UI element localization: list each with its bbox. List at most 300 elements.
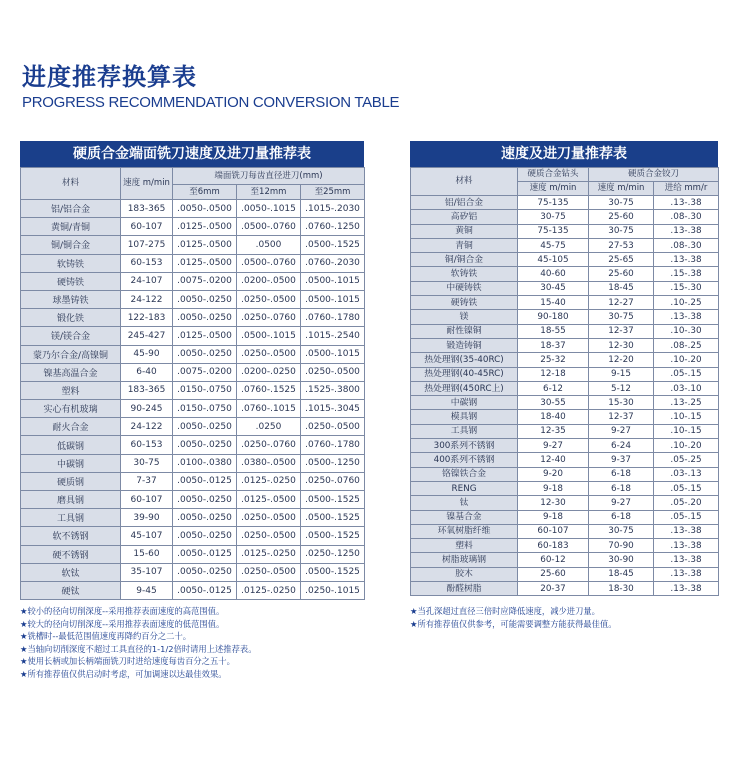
feed-6mm-cell: .0050-.0125 bbox=[173, 472, 237, 490]
material-cell: 低碳钢 bbox=[21, 436, 121, 454]
header-speed: 速度 m/min bbox=[121, 168, 173, 200]
table-row bbox=[21, 491, 365, 509]
feed-12mm-cell: .0250-.0500 bbox=[237, 290, 301, 308]
table-row bbox=[411, 353, 719, 367]
table-row bbox=[411, 524, 719, 538]
feed-25mm-cell: .0500-.1525 bbox=[301, 563, 365, 581]
material-cell: 镍基合金 bbox=[411, 510, 518, 524]
reamer-feed-cell: .08-.25 bbox=[654, 338, 719, 352]
header-feed: 端面铣刀每齿直径进刀(mm) bbox=[173, 168, 365, 185]
material-cell: 铬镍铁合金 bbox=[411, 467, 518, 481]
material-cell: 球墨铸铁 bbox=[21, 290, 121, 308]
table-row bbox=[411, 510, 719, 524]
drill-speed-cell: 20-37 bbox=[518, 582, 589, 596]
speed-cell: 183-365 bbox=[121, 381, 173, 399]
material-cell: 硬钛 bbox=[21, 581, 121, 599]
table-row bbox=[411, 310, 719, 324]
table-row bbox=[411, 324, 719, 338]
reamer-feed-cell: .13-.38 bbox=[654, 196, 719, 210]
feed-6mm-cell: .0125-.0500 bbox=[173, 218, 237, 236]
material-cell: 中碳钢 bbox=[411, 396, 518, 410]
reamer-speed-cell: 6-18 bbox=[589, 510, 654, 524]
drill-speed-cell: 40-60 bbox=[518, 267, 589, 281]
drill-speed-cell: 12-40 bbox=[518, 453, 589, 467]
drill-speed-cell: 12-35 bbox=[518, 424, 589, 438]
header-material: 材料 bbox=[21, 168, 121, 200]
table-row bbox=[21, 200, 365, 218]
material-cell: 镍基高温合金 bbox=[21, 363, 121, 381]
material-cell: 铜/铜合金 bbox=[21, 236, 121, 254]
speed-cell: 60-107 bbox=[121, 218, 173, 236]
material-cell: 硬不锈钢 bbox=[21, 545, 121, 563]
table-row bbox=[411, 496, 719, 510]
drill-speed-cell: 6-12 bbox=[518, 381, 589, 395]
table-row bbox=[21, 381, 365, 399]
material-cell: 软铸铁 bbox=[411, 267, 518, 281]
speed-cell: 245-427 bbox=[121, 327, 173, 345]
table-row bbox=[21, 545, 365, 563]
speed-cell: 60-153 bbox=[121, 254, 173, 272]
header-6mm: 至6mm bbox=[173, 185, 237, 200]
material-cell: 磨具钢 bbox=[21, 491, 121, 509]
reamer-feed-cell: .03-.10 bbox=[654, 381, 719, 395]
table-row bbox=[411, 481, 719, 495]
speed-cell: 6-40 bbox=[121, 363, 173, 381]
drill-speed-cell: 9-18 bbox=[518, 510, 589, 524]
feed-25mm-cell: .1015-.2030 bbox=[301, 200, 365, 218]
table-row bbox=[411, 439, 719, 453]
table-row bbox=[411, 281, 719, 295]
drill-speed-cell: 9-20 bbox=[518, 467, 589, 481]
face-mill-table-panel bbox=[20, 141, 364, 600]
feed-12mm-cell: .0250-.0500 bbox=[237, 563, 301, 581]
drill-reamer-table-panel bbox=[410, 141, 718, 596]
reamer-feed-cell: .10-.15 bbox=[654, 424, 719, 438]
drill-reamer-table-body bbox=[411, 196, 719, 596]
material-cell: 工具钢 bbox=[411, 424, 518, 438]
feed-6mm-cell: .0150-.0750 bbox=[173, 381, 237, 399]
table-row bbox=[411, 381, 719, 395]
page-title: 进度推荐换算表 bbox=[22, 63, 197, 91]
note-line: ★当轴向切削深度不超过工具直径的1-1/2倍时请用上述推荐表。 bbox=[20, 643, 257, 654]
reamer-speed-cell: 9-15 bbox=[589, 367, 654, 381]
reamer-feed-cell: .10-.15 bbox=[654, 410, 719, 424]
feed-12mm-cell: .0250-.0500 bbox=[237, 527, 301, 545]
material-cell: 锻化铁 bbox=[21, 309, 121, 327]
header-25mm: 至25mm bbox=[301, 185, 365, 200]
speed-cell: 7-37 bbox=[121, 472, 173, 490]
material-cell: 铝/铝合金 bbox=[411, 196, 518, 210]
reamer-feed-cell: .08-.30 bbox=[654, 210, 719, 224]
material-cell: 300系列不锈钢 bbox=[411, 439, 518, 453]
table-row bbox=[411, 582, 719, 596]
feed-6mm-cell: .0050-.0250 bbox=[173, 290, 237, 308]
feed-12mm-cell: .0500 bbox=[237, 236, 301, 254]
feed-6mm-cell: .0050-.0250 bbox=[173, 491, 237, 509]
reamer-speed-cell: 9-37 bbox=[589, 453, 654, 467]
note-line: ★较小的径向切削深度--采用推荐表面速度的高范围值。 bbox=[20, 606, 225, 616]
material-cell: 软铸铁 bbox=[21, 254, 121, 272]
feed-25mm-cell: .1015-.2540 bbox=[301, 327, 365, 345]
material-cell: 热处理钢(35-40RC) bbox=[411, 353, 518, 367]
material-cell: 耐性镍铜 bbox=[411, 324, 518, 338]
feed-6mm-cell: .0050-.0250 bbox=[173, 527, 237, 545]
material-cell: 中硬铸铁 bbox=[411, 281, 518, 295]
reamer-feed-cell: .05-.20 bbox=[654, 496, 719, 510]
note-line: ★较大的径向切削深度--采用推荐表面速度的低范围值。 bbox=[20, 618, 225, 629]
reamer-speed-cell: 25-65 bbox=[589, 253, 654, 267]
speed-cell: 183-365 bbox=[121, 200, 173, 218]
reamer-feed-cell: .13-.38 bbox=[654, 253, 719, 267]
feed-12mm-cell: .0250-.0760 bbox=[237, 309, 301, 327]
table-row bbox=[411, 539, 719, 553]
table-row bbox=[411, 224, 719, 238]
reamer-speed-cell: 9-27 bbox=[589, 424, 654, 438]
feed-6mm-cell: .0050-.0250 bbox=[173, 436, 237, 454]
feed-12mm-cell: .0125-.0500 bbox=[237, 491, 301, 509]
table-row bbox=[21, 218, 365, 236]
feed-12mm-cell: .0760-.1525 bbox=[237, 381, 301, 399]
table-row bbox=[21, 236, 365, 254]
feed-25mm-cell: .0760-.2030 bbox=[301, 254, 365, 272]
speed-cell: 90-245 bbox=[121, 400, 173, 418]
reamer-speed-cell: 25-60 bbox=[589, 210, 654, 224]
face-mill-table bbox=[20, 167, 365, 600]
material-cell: 400系列不锈钢 bbox=[411, 453, 518, 467]
feed-25mm-cell: .0500-.1525 bbox=[301, 491, 365, 509]
table-row bbox=[411, 267, 719, 281]
feed-12mm-cell: .0200-.0500 bbox=[237, 272, 301, 290]
drill-speed-cell: 45-105 bbox=[518, 253, 589, 267]
material-cell: RENG bbox=[411, 481, 518, 495]
material-cell: 黄铜 bbox=[411, 224, 518, 238]
drill-speed-cell: 60-12 bbox=[518, 553, 589, 567]
table-row bbox=[21, 400, 365, 418]
drill-speed-cell: 15-40 bbox=[518, 296, 589, 310]
table-row bbox=[411, 210, 719, 224]
reamer-feed-cell: .10-.25 bbox=[654, 296, 719, 310]
feed-6mm-cell: .0050-.0125 bbox=[173, 581, 237, 599]
header-drill: 硬质合金钻头 bbox=[518, 168, 589, 182]
note-line: ★所有推荐值仅供启动时考虑，可加调速以达最佳效果。 bbox=[20, 668, 227, 679]
feed-12mm-cell: .0200-.0250 bbox=[237, 363, 301, 381]
feed-6mm-cell: .0100-.0380 bbox=[173, 454, 237, 472]
feed-6mm-cell: .0125-.0500 bbox=[173, 254, 237, 272]
feed-25mm-cell: .0760-.1250 bbox=[301, 218, 365, 236]
reamer-feed-cell: .05-.25 bbox=[654, 453, 719, 467]
drill-speed-cell: 60-107 bbox=[518, 524, 589, 538]
reamer-feed-cell: .10-.30 bbox=[654, 324, 719, 338]
drill-speed-cell: 9-18 bbox=[518, 481, 589, 495]
material-cell: 镁 bbox=[411, 310, 518, 324]
feed-25mm-cell: .0500-.1015 bbox=[301, 272, 365, 290]
material-cell: 黄铜/青铜 bbox=[21, 218, 121, 236]
table-row bbox=[411, 338, 719, 352]
feed-25mm-cell: .1525-.3800 bbox=[301, 381, 365, 399]
table-row bbox=[411, 567, 719, 581]
feed-6mm-cell: .0125-.0500 bbox=[173, 327, 237, 345]
feed-25mm-cell: .0760-.1780 bbox=[301, 436, 365, 454]
reamer-feed-cell: .13-.38 bbox=[654, 539, 719, 553]
feed-25mm-cell: .0250-.1015 bbox=[301, 581, 365, 599]
reamer-speed-cell: 6-24 bbox=[589, 439, 654, 453]
reamer-speed-cell: 6-18 bbox=[589, 467, 654, 481]
reamer-feed-cell: .13-.38 bbox=[654, 310, 719, 324]
feed-6mm-cell: .0050-.0250 bbox=[173, 509, 237, 527]
material-cell: 硬铸铁 bbox=[411, 296, 518, 310]
header-material: 材料 bbox=[411, 168, 518, 196]
feed-6mm-cell: .0050-.0125 bbox=[173, 545, 237, 563]
table-row bbox=[411, 196, 719, 210]
speed-cell: 45-90 bbox=[121, 345, 173, 363]
material-cell: 青铜 bbox=[411, 238, 518, 252]
reamer-feed-cell: .03-.13 bbox=[654, 467, 719, 481]
speed-cell: 122-183 bbox=[121, 309, 173, 327]
feed-12mm-cell: .0250-.0760 bbox=[237, 436, 301, 454]
feed-25mm-cell: .0250-.0500 bbox=[301, 418, 365, 436]
feed-12mm-cell: .0250-.0500 bbox=[237, 345, 301, 363]
material-cell: 实心有机玻璃 bbox=[21, 400, 121, 418]
feed-6mm-cell: .0050-.0250 bbox=[173, 418, 237, 436]
table-row bbox=[21, 309, 365, 327]
reamer-speed-cell: 30-90 bbox=[589, 553, 654, 567]
feed-12mm-cell: .0500-.0760 bbox=[237, 218, 301, 236]
table-row bbox=[21, 454, 365, 472]
reamer-speed-cell: 12-37 bbox=[589, 410, 654, 424]
material-cell: 耐火合金 bbox=[21, 418, 121, 436]
material-cell: 胶木 bbox=[411, 567, 518, 581]
table-row bbox=[21, 254, 365, 272]
reamer-feed-cell: .15-.38 bbox=[654, 267, 719, 281]
table-row bbox=[21, 345, 365, 363]
header-drill-speed: 速度 m/min bbox=[518, 182, 589, 196]
feed-6mm-cell: .0050-.0250 bbox=[173, 345, 237, 363]
reamer-speed-cell: 25-60 bbox=[589, 267, 654, 281]
drill-speed-cell: 60-183 bbox=[518, 539, 589, 553]
material-cell: 中碳钢 bbox=[21, 454, 121, 472]
reamer-feed-cell: .13-.38 bbox=[654, 582, 719, 596]
feed-25mm-cell: .0500-.1015 bbox=[301, 345, 365, 363]
speed-cell: 30-75 bbox=[121, 454, 173, 472]
reamer-speed-cell: 6-18 bbox=[589, 481, 654, 495]
header-reamer: 硬质合金铰刀 bbox=[589, 168, 719, 182]
speed-cell: 60-153 bbox=[121, 436, 173, 454]
material-cell: 硬质钢 bbox=[21, 472, 121, 490]
material-cell: 铝/铝合金 bbox=[21, 200, 121, 218]
material-cell: 钛 bbox=[411, 496, 518, 510]
reamer-feed-cell: .15-.30 bbox=[654, 281, 719, 295]
reamer-speed-cell: 27-53 bbox=[589, 238, 654, 252]
drill-speed-cell: 9-27 bbox=[518, 439, 589, 453]
material-cell: 酚醛树脂 bbox=[411, 582, 518, 596]
table-row bbox=[21, 581, 365, 599]
feed-25mm-cell: .0250-.0760 bbox=[301, 472, 365, 490]
table-row bbox=[411, 253, 719, 267]
material-cell: 热处理钢(450RC上) bbox=[411, 381, 518, 395]
note-line: ★使用长柄或加长柄端面铣刀时进给速度每齿百分之五十。 bbox=[20, 656, 235, 667]
speed-cell: 45-107 bbox=[121, 527, 173, 545]
material-cell: 铜/铜合金 bbox=[411, 253, 518, 267]
material-cell: 高矽铝 bbox=[411, 210, 518, 224]
table-row bbox=[21, 509, 365, 527]
face-mill-table-title: 硬质合金端面铣刀速度及进刀量推荐表 bbox=[20, 141, 364, 167]
note-line: ★当孔深超过直径三倍时应降低速度，减少进刀量。 bbox=[410, 606, 600, 616]
material-cell: 树脂玻璃钢 bbox=[411, 553, 518, 567]
table-row bbox=[411, 396, 719, 410]
table-row bbox=[411, 296, 719, 310]
material-cell: 硬铸铁 bbox=[21, 272, 121, 290]
material-cell: 模具钢 bbox=[411, 410, 518, 424]
table-row bbox=[21, 436, 365, 454]
feed-25mm-cell: .0500-.1525 bbox=[301, 236, 365, 254]
feed-6mm-cell: .0075-.0200 bbox=[173, 363, 237, 381]
drill-speed-cell: 12-30 bbox=[518, 496, 589, 510]
speed-cell: 9-45 bbox=[121, 581, 173, 599]
feed-25mm-cell: .0250-.1250 bbox=[301, 545, 365, 563]
reamer-feed-cell: .10-.20 bbox=[654, 439, 719, 453]
drill-speed-cell: 12-18 bbox=[518, 367, 589, 381]
table-row bbox=[411, 238, 719, 252]
feed-25mm-cell: .0500-.1525 bbox=[301, 509, 365, 527]
feed-12mm-cell: .0380-.0500 bbox=[237, 454, 301, 472]
drill-speed-cell: 30-45 bbox=[518, 281, 589, 295]
drill-speed-cell: 25-60 bbox=[518, 567, 589, 581]
material-cell: 热处理钢(40-45RC) bbox=[411, 367, 518, 381]
reamer-speed-cell: 12-27 bbox=[589, 296, 654, 310]
drill-reamer-table bbox=[410, 167, 719, 596]
reamer-speed-cell: 12-37 bbox=[589, 324, 654, 338]
speed-cell: 39-90 bbox=[121, 509, 173, 527]
reamer-speed-cell: 30-75 bbox=[589, 196, 654, 210]
reamer-feed-cell: .13-.38 bbox=[654, 224, 719, 238]
drill-speed-cell: 18-37 bbox=[518, 338, 589, 352]
reamer-feed-cell: .05-.15 bbox=[654, 367, 719, 381]
reamer-speed-cell: 18-30 bbox=[589, 582, 654, 596]
feed-6mm-cell: .0050-.0250 bbox=[173, 309, 237, 327]
reamer-feed-cell: .08-.30 bbox=[654, 238, 719, 252]
reamer-speed-cell: 5-12 bbox=[589, 381, 654, 395]
table-row bbox=[21, 527, 365, 545]
feed-6mm-cell: .0075-.0200 bbox=[173, 272, 237, 290]
table-row bbox=[21, 472, 365, 490]
table-row bbox=[21, 272, 365, 290]
face-mill-notes bbox=[20, 605, 370, 681]
feed-25mm-cell: .0760-.1780 bbox=[301, 309, 365, 327]
speed-cell: 60-107 bbox=[121, 491, 173, 509]
reamer-speed-cell: 70-90 bbox=[589, 539, 654, 553]
drill-speed-cell: 75-135 bbox=[518, 224, 589, 238]
table-row bbox=[21, 327, 365, 345]
drill-reamer-notes bbox=[410, 605, 720, 630]
table-row bbox=[411, 410, 719, 424]
reamer-feed-cell: .13-.38 bbox=[654, 567, 719, 581]
drill-speed-cell: 75-135 bbox=[518, 196, 589, 210]
reamer-speed-cell: 12-20 bbox=[589, 353, 654, 367]
speed-cell: 15-60 bbox=[121, 545, 173, 563]
feed-12mm-cell: .0125-.0250 bbox=[237, 545, 301, 563]
speed-cell: 24-122 bbox=[121, 290, 173, 308]
page-subtitle: PROGRESS RECOMMENDATION CONVERSION TABLE bbox=[22, 94, 400, 111]
feed-12mm-cell: .0250 bbox=[237, 418, 301, 436]
drill-speed-cell: 25-32 bbox=[518, 353, 589, 367]
material-cell: 塑料 bbox=[411, 539, 518, 553]
table-row bbox=[21, 290, 365, 308]
feed-6mm-cell: .0050-.0500 bbox=[173, 200, 237, 218]
feed-12mm-cell: .0500-.0760 bbox=[237, 254, 301, 272]
speed-cell: 24-107 bbox=[121, 272, 173, 290]
feed-25mm-cell: .0500-.1525 bbox=[301, 527, 365, 545]
drill-speed-cell: 90-180 bbox=[518, 310, 589, 324]
reamer-speed-cell: 15-30 bbox=[589, 396, 654, 410]
table-row bbox=[21, 563, 365, 581]
feed-6mm-cell: .0125-.0500 bbox=[173, 236, 237, 254]
header-12mm: 至12mm bbox=[237, 185, 301, 200]
note-line: ★铣槽时--最低范围值速度再降约百分之二十。 bbox=[20, 631, 192, 642]
drill-reamer-table-title: 速度及进刀量推荐表 bbox=[410, 141, 718, 167]
material-cell: 镁/镁合金 bbox=[21, 327, 121, 345]
reamer-speed-cell: 18-45 bbox=[589, 567, 654, 581]
header-reamer-speed: 速度 m/min bbox=[589, 182, 654, 196]
drill-speed-cell: 30-75 bbox=[518, 210, 589, 224]
material-cell: 塑料 bbox=[21, 381, 121, 399]
feed-12mm-cell: .0050-.1015 bbox=[237, 200, 301, 218]
drill-speed-cell: 45-75 bbox=[518, 238, 589, 252]
reamer-speed-cell: 30-75 bbox=[589, 310, 654, 324]
feed-25mm-cell: .0250-.0500 bbox=[301, 363, 365, 381]
feed-12mm-cell: .0760-.1015 bbox=[237, 400, 301, 418]
reamer-speed-cell: 18-45 bbox=[589, 281, 654, 295]
drill-speed-cell: 18-55 bbox=[518, 324, 589, 338]
feed-25mm-cell: .0500-.1015 bbox=[301, 290, 365, 308]
feed-6mm-cell: .0150-.0750 bbox=[173, 400, 237, 418]
reamer-speed-cell: 12-30 bbox=[589, 338, 654, 352]
drill-speed-cell: 30-55 bbox=[518, 396, 589, 410]
feed-6mm-cell: .0050-.0250 bbox=[173, 563, 237, 581]
material-cell: 软不锈钢 bbox=[21, 527, 121, 545]
table-row bbox=[411, 453, 719, 467]
note-line: ★所有推荐值仅供参考，可能需要调整方能获得最佳值。 bbox=[410, 618, 617, 629]
reamer-speed-cell: 30-75 bbox=[589, 524, 654, 538]
reamer-feed-cell: .13-.38 bbox=[654, 553, 719, 567]
reamer-feed-cell: .10-.20 bbox=[654, 353, 719, 367]
material-cell: 锻造铸铜 bbox=[411, 338, 518, 352]
material-cell: 软钛 bbox=[21, 563, 121, 581]
material-cell: 工具钢 bbox=[21, 509, 121, 527]
speed-cell: 24-122 bbox=[121, 418, 173, 436]
reamer-feed-cell: .05-.15 bbox=[654, 481, 719, 495]
table-row bbox=[411, 553, 719, 567]
reamer-speed-cell: 30-75 bbox=[589, 224, 654, 238]
table-row bbox=[411, 424, 719, 438]
feed-25mm-cell: .1015-.3045 bbox=[301, 400, 365, 418]
table-row bbox=[21, 363, 365, 381]
feed-12mm-cell: .0500-.1015 bbox=[237, 327, 301, 345]
drill-speed-cell: 18-40 bbox=[518, 410, 589, 424]
material-cell: 蒙乃尔合金/高镍铜 bbox=[21, 345, 121, 363]
speed-cell: 35-107 bbox=[121, 563, 173, 581]
reamer-speed-cell: 9-27 bbox=[589, 496, 654, 510]
feed-12mm-cell: .0125-.0250 bbox=[237, 581, 301, 599]
reamer-feed-cell: .05-.15 bbox=[654, 510, 719, 524]
reamer-feed-cell: .13-.25 bbox=[654, 396, 719, 410]
feed-12mm-cell: .0125-.0250 bbox=[237, 472, 301, 490]
header-reamer-feed: 进给 mm/r bbox=[654, 182, 719, 196]
face-mill-table-body bbox=[21, 200, 365, 600]
feed-25mm-cell: .0500-.1250 bbox=[301, 454, 365, 472]
table-row bbox=[411, 467, 719, 481]
table-row bbox=[21, 418, 365, 436]
reamer-feed-cell: .13-.38 bbox=[654, 524, 719, 538]
